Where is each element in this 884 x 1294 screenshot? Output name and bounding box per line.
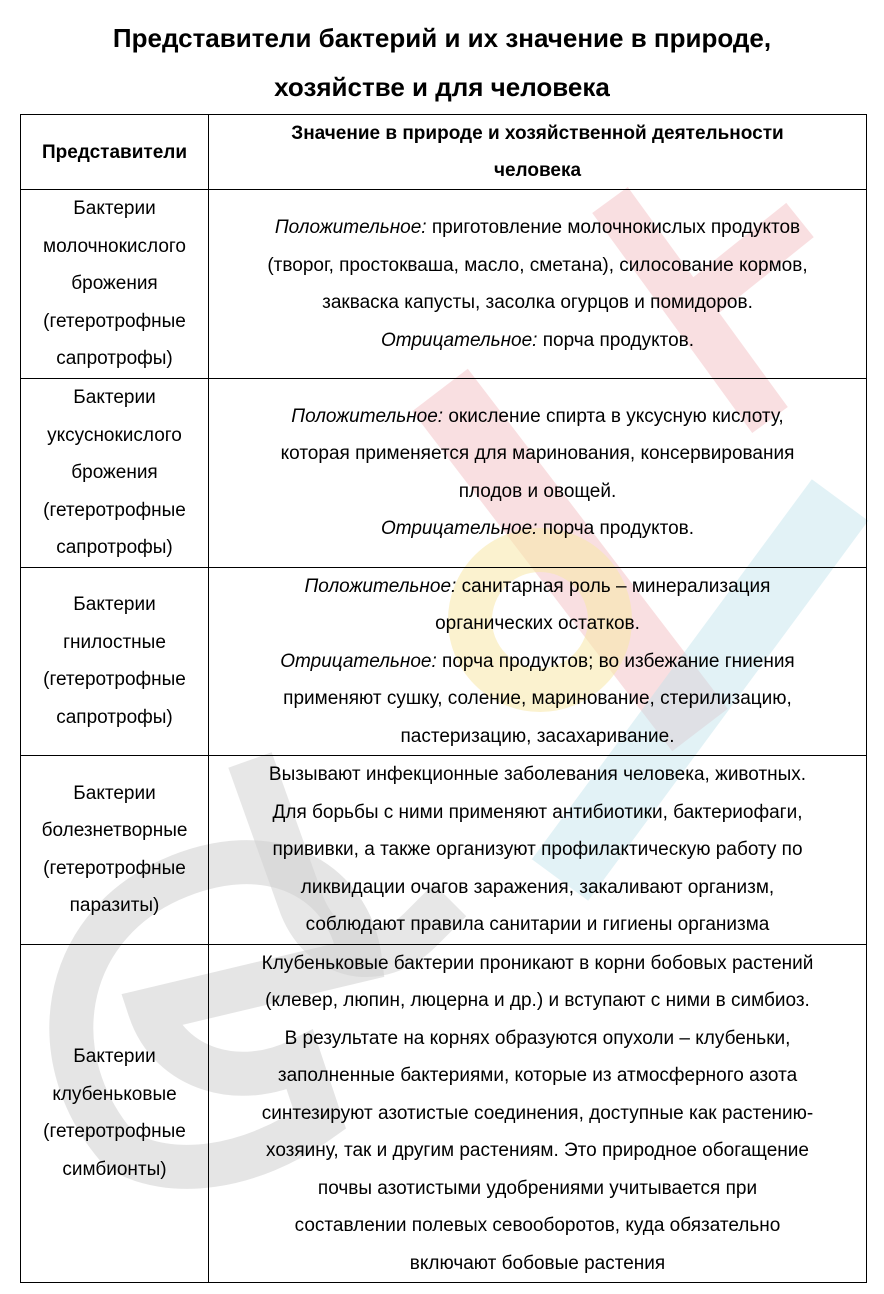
positive-label: Положительное:	[274, 217, 427, 238]
cell-representative: Бактерии клубеньковые (гетеротрофные симбионты)	[21, 944, 209, 1283]
cell-representative: Бактерии молочнокислого брожения (гетеротрофные сапротрофы)	[21, 190, 209, 379]
header-representatives: Представители	[21, 115, 209, 190]
positive-label: Положительное:	[291, 405, 444, 427]
cell-representative: Бактерии уксуснокислого брожения (гетеротрофные сапротрофы)	[21, 379, 209, 568]
cell-representative: Бактерии гнилостные (гетеротрофные сапротрофы)	[21, 567, 209, 756]
page-title	[0, 0, 884, 112]
title-line-1: Представители бактерий и их значение в природе,	[112, 23, 772, 53]
negative-label: Отрицательное:	[280, 650, 437, 672]
cell-significance: Клубеньковые бактерии проникают в корни бобовых растений (клевер, люпин, люцерна и др.) и вступают с ними в симбиоз. В результате на корнях образуются опухоли – клубеньки, заполненные бактериями, которые из атмосферного азота синтезируют азотистые соединения, доступные как растению- хозяину, так и другим растениям. Это природное обогащение почвы азотистыми удобрениями учитывается при составлении полевых севооборотов, куда обязательно включают бобовые растения	[209, 944, 867, 1283]
table-row	[21, 756, 867, 945]
table-row	[21, 567, 867, 756]
negative-label: Отрицательное:	[380, 329, 538, 351]
title-line-2: хозяйстве и для человека	[274, 72, 610, 102]
header-significance: Значение в природе и хозяйственной деятельности человека	[209, 115, 867, 190]
cell-significance: Положительное: приготовление молочнокислых продуктов (творог, простокваша, масло, сметана), силосование кормов, закваска капусты, засолка огурцов и помидоров. Отрицательное: порча продуктов.	[209, 190, 867, 379]
table-row	[21, 190, 867, 379]
table-row	[21, 944, 867, 1283]
table-header-row	[21, 115, 867, 190]
bacteria-table	[20, 114, 867, 1283]
cell-significance: Вызывают инфекционные заболевания человека, животных. Для борьбы с ними применяют антибиотики, бактериофаги, прививки, а также организуют профилактическую работу по ликвидации очагов заражения, закаливают организм, соблюдают правила санитарии и гигиены организма	[209, 756, 867, 945]
table-row	[21, 379, 867, 568]
negative-label: Отрицательное:	[380, 518, 538, 540]
cell-significance: Положительное: окисление спирта в уксусную кислоту, которая применяется для маринования, консервирования плодов и овощей. Отрицательное: порча продуктов.	[209, 379, 867, 568]
cell-representative: Бактерии болезнетворные (гетеротрофные паразиты)	[21, 756, 209, 945]
cell-significance: Положительное: санитарная роль – минерализация органических остатков. Отрицательное: порча продуктов; во избежание гниения применяют сушку, соление, маринование, стерилизацию, пастеризацию, засахаривание.	[209, 567, 867, 756]
positive-label: Положительное:	[304, 575, 457, 597]
